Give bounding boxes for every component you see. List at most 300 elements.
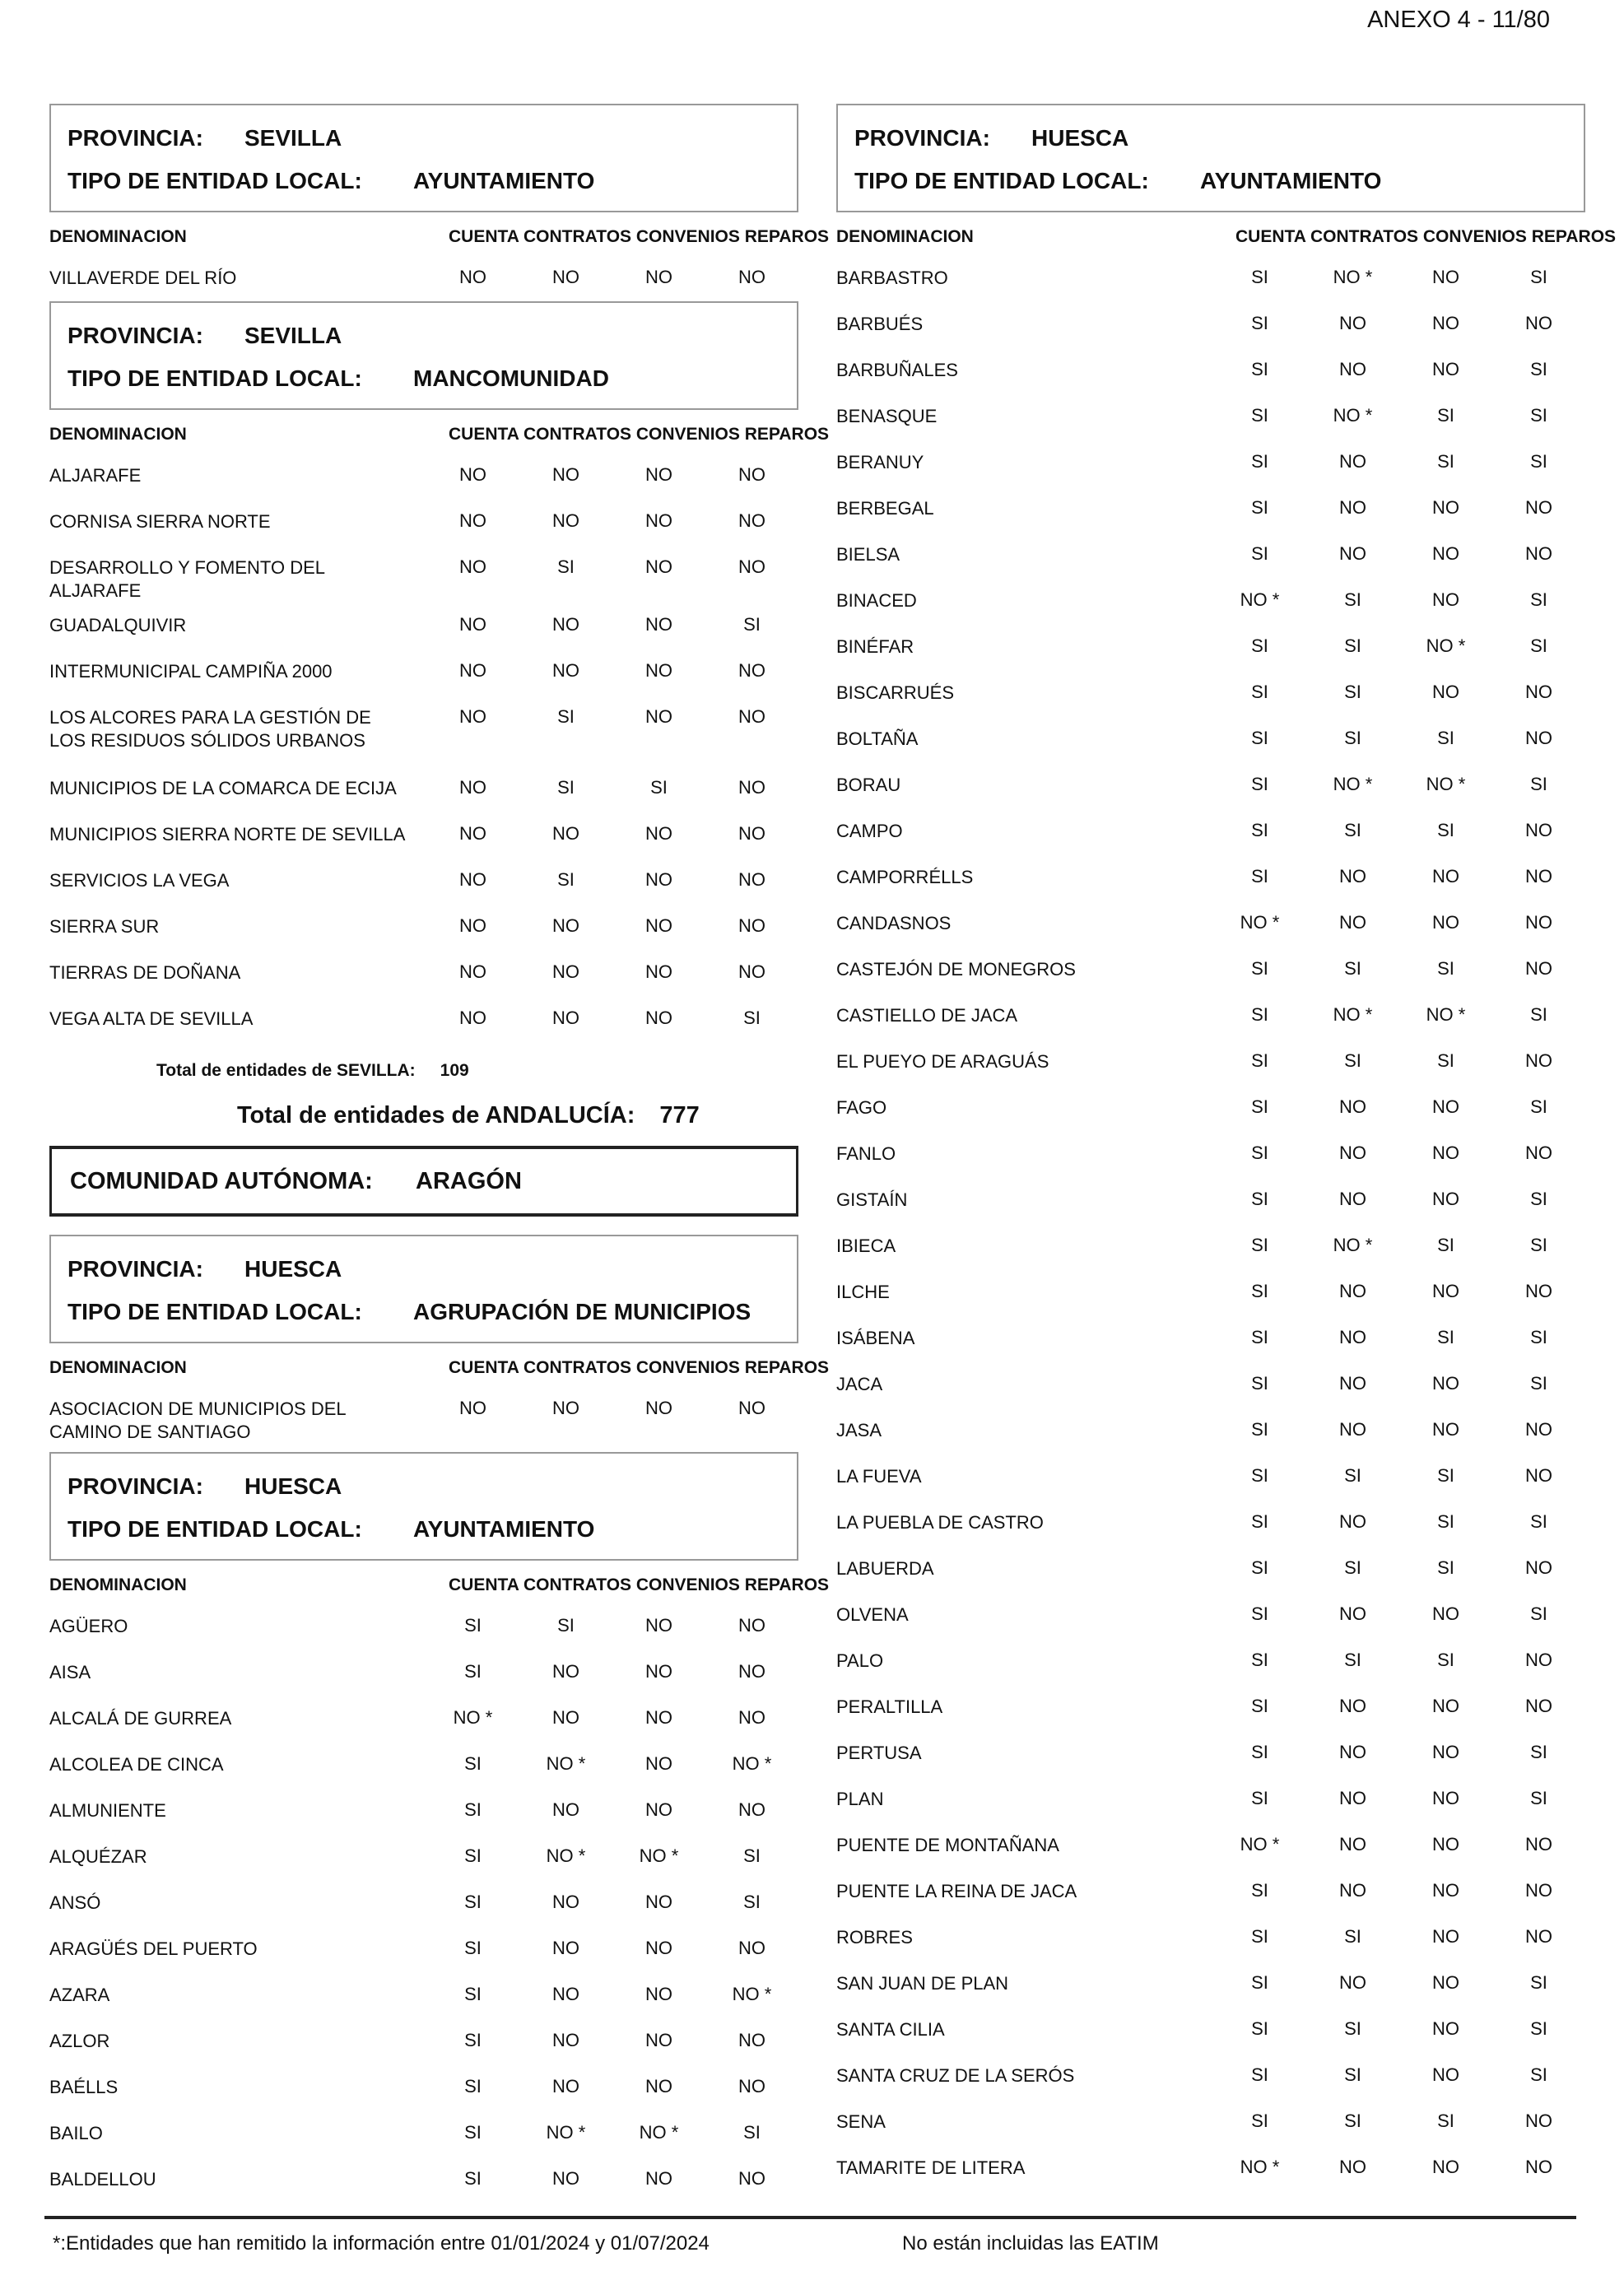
value-cell: SI (1251, 543, 1268, 564)
table-row (836, 1546, 1585, 1592)
entity-name: BORAU (836, 775, 901, 795)
value-cell: SI (1251, 1096, 1268, 1117)
table-row (836, 1269, 1585, 1315)
entity-header-box (49, 301, 798, 410)
entity-name: ASOCIACION DE MUNICIPIOS DEL CAMINO DE SANTIAGO (49, 1398, 346, 1442)
value-cell: NO * (1333, 1004, 1373, 1025)
entity-name: SAN JUAN DE PLAN (836, 1973, 1009, 1994)
value-cell: NO (1432, 866, 1459, 887)
value-cell: SI (1437, 1235, 1454, 1255)
value-cell: NO (645, 660, 672, 681)
value-cell: SI (1251, 1281, 1268, 1301)
value-cell: NO (459, 1398, 486, 1418)
table-row (836, 301, 1585, 347)
value-cell: NO (459, 823, 486, 844)
value-cell: NO (1525, 543, 1552, 564)
value-cell: NO (1525, 1650, 1552, 1670)
entity-name: AZARA (49, 1985, 110, 2005)
value-cell: SI (1251, 1788, 1268, 1808)
table-row (49, 1742, 798, 1788)
value-cell: NO (552, 1707, 579, 1728)
value-cell: NO (738, 1707, 765, 1728)
table-row (836, 2053, 1585, 2099)
value-cell: SI (1251, 728, 1268, 748)
table-row (836, 1500, 1585, 1546)
table-row (49, 649, 798, 695)
value-cell: SI (1344, 589, 1361, 610)
table-row (49, 1788, 798, 1834)
left-column (49, 104, 830, 2203)
entity-name: GISTAÍN (836, 1189, 908, 1210)
value-cell: NO (1525, 820, 1552, 840)
table-row (836, 854, 1585, 901)
table-row (836, 1638, 1585, 1684)
table-row (49, 453, 798, 499)
entity-name: FANLO (836, 1143, 896, 1164)
value-cell: NO * (1240, 589, 1280, 610)
entity-name: CAMPORRÉLLS (836, 867, 974, 887)
table-row (49, 1834, 798, 1880)
value-column-headers: CUENTA CONTRATOS CONVENIOS REPAROS (449, 227, 830, 246)
entity-name: CANDASNOS (836, 913, 952, 933)
provincia-value: HUESCA (244, 1256, 342, 1282)
annex-page-label: ANEXO 4 - 11/80 (1367, 7, 1550, 33)
value-cell: NO (1432, 589, 1459, 610)
value-cell: NO (738, 2168, 765, 2189)
provincia-row (67, 1248, 780, 1291)
table-row (836, 578, 1585, 624)
value-cell: NO (1339, 1096, 1366, 1117)
value-cell: SI (464, 1753, 482, 1774)
entity-name: AISA (49, 1662, 91, 1682)
value-cell: SI (1344, 2018, 1361, 2039)
entity-name: BALDELLOU (49, 2169, 156, 2190)
entity-name: BIELSA (836, 544, 900, 565)
value-cell: NO (645, 1008, 672, 1028)
column-headers (836, 219, 1617, 255)
entity-header-box (49, 1452, 798, 1561)
value-cell: NO (459, 777, 486, 798)
table-row (836, 2007, 1585, 2053)
entity-name: TIERRAS DE DOÑANA (49, 962, 241, 983)
value-cell: SI (1530, 2018, 1547, 2039)
table-row (836, 1961, 1585, 2007)
tipo-label: TIPO DE ENTIDAD LOCAL: (67, 168, 362, 193)
entity-name: MUNICIPIOS DE LA COMARCA DE ECIJA (49, 778, 397, 798)
value-cell: NO * (1426, 1004, 1466, 1025)
value-cell: NO (738, 510, 765, 531)
value-cell: NO (738, 1615, 765, 1636)
value-cell: NO (1339, 1281, 1366, 1301)
value-cell: NO (552, 660, 579, 681)
entity-name: BARBUÉS (836, 314, 924, 334)
value-cell: SI (1530, 267, 1547, 287)
table-row (49, 812, 798, 858)
table-row (836, 1408, 1585, 1454)
value-cell: NO (552, 1661, 579, 1682)
entity-name: IBIECA (836, 1236, 896, 1256)
table-row (836, 347, 1585, 393)
provincia-label: PROVINCIA: (67, 125, 203, 151)
value-cell: NO (1525, 1050, 1552, 1071)
table-row (49, 1972, 798, 2018)
value-cell: SI (1437, 451, 1454, 472)
table-row (836, 1315, 1585, 1361)
value-cell: SI (1344, 1650, 1361, 1670)
value-cell: NO (1432, 1742, 1459, 1762)
value-cell: SI (1251, 2110, 1268, 2131)
value-cell: NO (1525, 1696, 1552, 1716)
value-cell: NO (1339, 497, 1366, 518)
value-cell: NO (552, 823, 579, 844)
value-cell: NO (738, 823, 765, 844)
value-cell: SI (1530, 774, 1547, 794)
table-row (836, 1361, 1585, 1408)
value-cell: SI (650, 777, 668, 798)
value-cell: NO (738, 556, 765, 577)
value-cell: NO * (1333, 1235, 1373, 1255)
provincia-label: PROVINCIA: (854, 125, 990, 151)
provincia-label: PROVINCIA: (67, 1473, 203, 1499)
entity-name: PUENTE DE MONTAÑANA (836, 1835, 1059, 1855)
value-cell: NO (645, 1892, 672, 1912)
tipo-value: AGRUPACIÓN DE MUNICIPIOS (413, 1299, 752, 1324)
value-cell: SI (743, 1892, 761, 1912)
value-cell: NO * (639, 2122, 679, 2143)
value-cell: SI (464, 2168, 482, 2189)
footer-eatim-note: No están incluidas las EATIM (902, 2232, 1159, 2255)
entity-name: ROBRES (836, 1927, 913, 1948)
value-cell: NO (738, 2030, 765, 2050)
value-cell: NO (552, 2030, 579, 2050)
entity-name: GUADALQUIVIR (49, 615, 187, 635)
value-cell: NO (645, 915, 672, 936)
value-cell: NO * (1333, 774, 1373, 794)
value-column-headers: CUENTA CONTRATOS CONVENIOS REPAROS (449, 425, 830, 444)
value-cell: SI (1251, 1327, 1268, 1347)
value-cell: NO (738, 961, 765, 982)
subtotal-value: 109 (440, 1061, 469, 1080)
value-cell: SI (1344, 682, 1361, 702)
value-cell: SI (1437, 1050, 1454, 1071)
tipo-row (67, 1508, 780, 1551)
value-cell: SI (1530, 2064, 1547, 2085)
value-cell: NO (552, 510, 579, 531)
value-cell: SI (464, 1984, 482, 2004)
value-cell: NO (645, 556, 672, 577)
denominacion-header: DENOMINACION (49, 1358, 187, 1377)
column-headers (49, 417, 830, 453)
denominacion-header: DENOMINACION (49, 1575, 187, 1594)
value-cell: NO (1525, 728, 1552, 748)
value-cell: NO (1339, 866, 1366, 887)
value-cell: NO (645, 614, 672, 635)
value-cell: NO (1432, 1189, 1459, 1209)
value-cell: NO (1339, 1742, 1366, 1762)
value-cell: NO (459, 1008, 486, 1028)
entity-header-box (836, 104, 1585, 212)
value-cell: SI (1437, 405, 1454, 426)
table-row (836, 624, 1585, 670)
value-cell: NO (1432, 543, 1459, 564)
value-cell: SI (1251, 2064, 1268, 2085)
table-row (49, 2157, 798, 2203)
value-cell: SI (1530, 1603, 1547, 1624)
value-cell: SI (557, 869, 575, 890)
value-cell: NO (1339, 1880, 1366, 1901)
value-cell: NO (1432, 2157, 1459, 2177)
value-cell: NO * (1240, 1834, 1280, 1855)
value-cell: SI (1251, 1880, 1268, 1901)
value-cell: NO (1432, 1880, 1459, 1901)
value-cell: NO (552, 2168, 579, 2189)
value-cell: SI (1530, 1373, 1547, 1394)
value-cell: SI (1251, 359, 1268, 379)
value-cell: NO (1339, 912, 1366, 933)
entity-name: BERANUY (836, 452, 924, 472)
table-row (49, 603, 798, 649)
value-cell: SI (1251, 1189, 1268, 1209)
entity-name: ALCOLEA DE CINCA (49, 1754, 224, 1775)
value-cell: NO (459, 961, 486, 982)
table-row (49, 1386, 798, 1452)
value-cell: NO (645, 464, 672, 485)
value-cell: SI (464, 2076, 482, 2097)
value-cell: SI (743, 1008, 761, 1028)
value-cell: SI (1530, 1189, 1547, 1209)
value-cell: NO (1525, 682, 1552, 702)
value-cell: NO (1339, 1696, 1366, 1716)
value-cell: NO * (546, 1845, 586, 1866)
value-cell: NO (1339, 1189, 1366, 1209)
right-column (836, 104, 1617, 2191)
value-cell: NO (1432, 682, 1459, 702)
provincia-value: SEVILLA (244, 125, 342, 151)
value-cell: NO (1339, 1142, 1366, 1163)
value-cell: NO (645, 706, 672, 727)
value-cell: NO (1432, 1142, 1459, 1163)
value-cell: NO (1525, 1926, 1552, 1947)
entity-name: SENA (836, 2111, 886, 2132)
value-cell: SI (557, 777, 575, 798)
total-value: 777 (659, 1102, 700, 1129)
table-row (836, 1684, 1585, 1730)
value-cell: NO * (1426, 774, 1466, 794)
value-cell: SI (1530, 635, 1547, 656)
table-row (836, 808, 1585, 854)
provincia-value: HUESCA (244, 1473, 342, 1499)
value-cell: SI (1530, 1972, 1547, 1993)
table-row (49, 499, 798, 545)
provincia-label: PROVINCIA: (67, 1256, 203, 1282)
value-cell: SI (1251, 1050, 1268, 1071)
value-cell: SI (557, 1615, 575, 1636)
value-cell: NO (1432, 912, 1459, 933)
value-cell: SI (1437, 820, 1454, 840)
value-cell: NO (552, 464, 579, 485)
value-cell: NO (459, 614, 486, 635)
comunidad-autonoma-box (49, 1146, 798, 1217)
value-cell: SI (1251, 1972, 1268, 1993)
value-cell: NO (459, 510, 486, 531)
table-row (836, 670, 1585, 716)
tipo-value: MANCOMUNIDAD (413, 365, 609, 391)
denominacion-header: DENOMINACION (836, 227, 974, 246)
value-cell: SI (464, 1938, 482, 1958)
value-cell: NO (738, 660, 765, 681)
value-cell: NO (1525, 1142, 1552, 1163)
value-cell: NO (1525, 1281, 1552, 1301)
value-cell: SI (1251, 451, 1268, 472)
value-cell: NO (552, 915, 579, 936)
value-cell: SI (1344, 958, 1361, 979)
table-row (49, 2064, 798, 2110)
value-cell: NO * (1426, 635, 1466, 656)
value-cell: NO (459, 915, 486, 936)
value-cell: NO (645, 823, 672, 844)
value-cell: NO (552, 1984, 579, 2004)
table-row (49, 858, 798, 904)
value-cell: NO (645, 510, 672, 531)
provincia-row (67, 314, 780, 357)
value-cell: SI (1530, 1327, 1547, 1347)
entity-name: INTERMUNICIPAL CAMPIÑA 2000 (49, 661, 333, 682)
andalucia-total (237, 1091, 798, 1139)
value-cell: SI (1251, 820, 1268, 840)
table-row (49, 1880, 798, 1926)
value-cell: NO (1432, 1788, 1459, 1808)
entity-name: PUENTE LA REINA DE JACA (836, 1881, 1077, 1901)
entity-name: CASTIELLO DE JACA (836, 1005, 1018, 1026)
value-cell: NO (459, 464, 486, 485)
table-row (49, 695, 798, 766)
value-cell: SI (743, 614, 761, 635)
value-cell: NO (1339, 1972, 1366, 1993)
value-cell: SI (1530, 1096, 1547, 1117)
value-cell: SI (1344, 2064, 1361, 2085)
value-cell: NO (738, 915, 765, 936)
entity-name: PERTUSA (836, 1743, 922, 1763)
entity-name: SERVICIOS LA VEGA (49, 870, 230, 891)
entity-name: BAÉLLS (49, 2077, 119, 2097)
table-row (836, 1085, 1585, 1131)
tipo-value: AYUNTAMIENTO (413, 168, 595, 193)
table-row (49, 1603, 798, 1650)
provincia-row (67, 1465, 780, 1508)
value-cell: NO (552, 2076, 579, 2097)
value-cell: NO (1525, 866, 1552, 887)
value-cell: NO (1432, 359, 1459, 379)
value-cell: NO * (1240, 912, 1280, 933)
entity-name: BAILO (49, 2123, 103, 2143)
value-cell: SI (1251, 1696, 1268, 1716)
value-cell: NO (1339, 543, 1366, 564)
subtotal-label: Total de entidades de SEVILLA: (156, 1061, 416, 1080)
value-column-headers: CUENTA CONTRATOS CONVENIOS REPAROS (1235, 227, 1617, 246)
value-cell: NO (1525, 1465, 1552, 1486)
value-cell: NO (1432, 1834, 1459, 1855)
value-cell: SI (1530, 1004, 1547, 1025)
provincia-row (854, 117, 1567, 160)
value-cell: SI (464, 1799, 482, 1820)
value-cell: SI (1530, 359, 1547, 379)
entity-name: LA FUEVA (836, 1466, 922, 1487)
value-cell: NO (1339, 451, 1366, 472)
value-cell: NO (1525, 912, 1552, 933)
entity-name: BERBEGAL (836, 498, 934, 519)
value-cell: NO * (1333, 405, 1373, 426)
value-cell: NO (1432, 1096, 1459, 1117)
value-cell: NO (1432, 1603, 1459, 1624)
value-cell: NO * (1240, 2157, 1280, 2177)
table-row (836, 1915, 1585, 1961)
value-cell: NO * (546, 1753, 586, 1774)
entity-name: ARAGÜÉS DEL PUERTO (49, 1938, 258, 1959)
value-cell: SI (1437, 728, 1454, 748)
value-cell: SI (464, 1892, 482, 1912)
value-cell: NO * (732, 1753, 772, 1774)
table-row (49, 255, 798, 301)
value-cell: NO (1339, 359, 1366, 379)
tipo-label: TIPO DE ENTIDAD LOCAL: (67, 365, 362, 391)
table-row (49, 904, 798, 950)
value-cell: NO (1432, 1281, 1459, 1301)
entity-name: BARBASTRO (836, 268, 948, 288)
value-cell: NO (1432, 497, 1459, 518)
value-cell: NO (645, 1984, 672, 2004)
table-row (836, 1822, 1585, 1868)
value-cell: SI (1251, 635, 1268, 656)
value-cell: SI (1251, 1419, 1268, 1440)
value-cell: SI (1344, 1557, 1361, 1578)
entity-name: BISCARRUÉS (836, 682, 955, 703)
entity-name: AZLOR (49, 2031, 110, 2051)
entity-name: PERALTILLA (836, 1696, 943, 1717)
value-cell: NO (1525, 497, 1552, 518)
value-cell: NO (1525, 313, 1552, 333)
tipo-value: AYUNTAMIENTO (1200, 168, 1382, 193)
value-cell: NO (645, 869, 672, 890)
table-row (836, 532, 1585, 578)
value-cell: NO (738, 2076, 765, 2097)
tipo-value: AYUNTAMIENTO (413, 1516, 595, 1542)
entity-name: TAMARITE DE LITERA (836, 2157, 1026, 2178)
entity-name: BOLTAÑA (836, 728, 919, 749)
value-cell: SI (557, 706, 575, 727)
value-cell: NO (738, 706, 765, 727)
value-cell: NO (552, 614, 579, 635)
value-cell: NO (459, 660, 486, 681)
tipo-label: TIPO DE ENTIDAD LOCAL: (67, 1299, 362, 1324)
value-cell: SI (1251, 1557, 1268, 1578)
value-cell: NO (1339, 1834, 1366, 1855)
value-cell: NO (1432, 1696, 1459, 1716)
table-row (836, 1730, 1585, 1776)
table-row (836, 1592, 1585, 1638)
value-cell: NO (1339, 313, 1366, 333)
footer-divider (44, 2216, 1576, 2219)
value-cell: SI (1344, 1050, 1361, 1071)
value-cell: NO (552, 267, 579, 287)
value-cell: SI (1344, 820, 1361, 840)
entity-name: FAGO (836, 1097, 887, 1118)
entity-name: VEGA ALTA DE SEVILLA (49, 1008, 254, 1029)
value-cell: SI (557, 556, 575, 577)
footer-note: *:Entidades que han remitido la información entre 01/01/2024 y 01/07/2024 (53, 2232, 710, 2255)
value-cell: NO (552, 961, 579, 982)
entity-name: EL PUEYO DE ARAGUÁS (836, 1051, 1049, 1072)
value-cell: NO * (639, 1845, 679, 1866)
